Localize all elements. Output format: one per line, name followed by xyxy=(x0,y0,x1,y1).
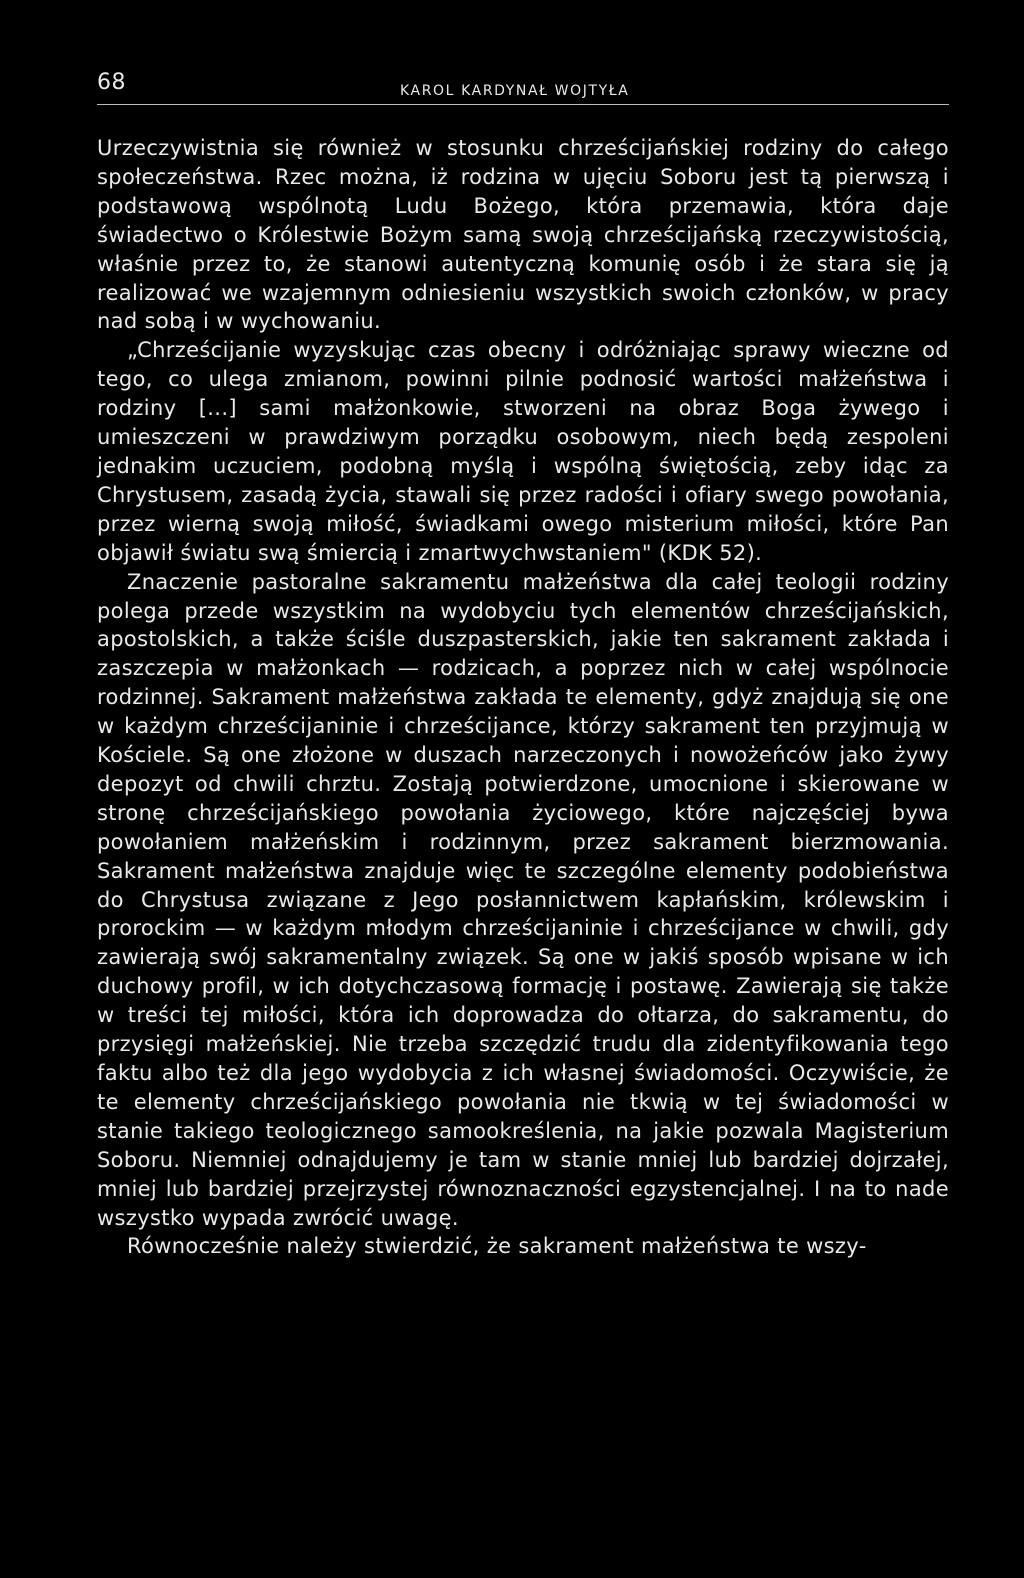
page-number: 68 xyxy=(97,70,126,95)
body-text xyxy=(97,134,949,1261)
quote-paragraph: „Chrześcijanie wyzyskując czas obecny i odróżniając sprawy wieczne od tego, co ulega zmianom, powinni pilnie podnosić wartości małżeństwa i rodziny [...] sami małżonkowie, stworzeni na obraz Boga żywego i umieszczeni w prawdziwym porządku osobowym, niech będą zespoleni jednakim uczuciem, podobną myślą i wspólną świętością, zeby idąc za Chrystusem, zasadą życia, stawali się przez radości i ofiary swego powołania, przez wierną swoją miłość, świadkami owego misterium miłości, które Pan objawił światu swą śmiercią i zmartwychwstaniem" (KDK 52). xyxy=(97,338,949,565)
paragraph: Znaczenie pastoralne sakramentu małżeństwa dla całej teologii rodziny polega przede wszystkim na wydobyciu tych elementów chrześcijańskich, apostolskich, a także ściśle duszpasterskich, jakie ten sakrament zakłada i zaszczepia w małżonkach — rodzicach, a poprzez nich w całej wspólnocie rodzinnej. Sakrament małżeństwa zakłada te elementy, gdyż znajdują się one w każdym chrześcijaninie i chrześcijance, którzy sakrament ten przyjmują w Kościele. Są one złożone w duszach narzeczonych i nowożeńców jako żywy depozyt od chwili chrztu. Zostają potwierdzone, umocnione i skierowane w stronę chrześcijańskiego powołania życiowego, które najczęściej bywa powołaniem małżeńskim i rodzinnym, przez sakrament bierzmowania. Sakrament małżeństwa znajduje więc te szczególne elementy podobieństwa do Chrystusa związane z Jego posłannictwem kapłańskim, królewskim i prorockim — w każdym młodym chrześcijaninie i chrześcijance w chwili, gdy zawierają swój sakramentalny związek. Są one w jakiś sposób wpisane w ich duchowy profil, w ich dotychczasową formację i postawę. Zawierają się także w treści tej miłości, która ich doprowadza do ołtarza, do sakramentu, do przysięgi małżeńskiej. Nie trzeba szczędzić trudu dla zidentyfikowania tego faktu albo też dla jego wydobycia z ich własnej świadomości. Oczywiście, że te elementy chrześcijańskiego powołania nie tkwią w tej świadomości w stanie takiego teologicznego samookreślenia, na jakie pozwala Magisterium Soboru. Niemniej odnajdujemy je tam w stanie mniej lub bardziej dojrzałej, mniej lub bardziej przejrzystej równoznaczności egzystencjalnej. I na to nade wszystko wypada zwrócić uwagę. xyxy=(97,569,949,1230)
paragraph: Równocześnie należy stwierdzić, że sakrament małżeństwa te wszy- xyxy=(127,1234,867,1259)
running-head: KAROL KARDYNAŁ WOJTYŁA xyxy=(400,83,630,99)
paragraph: Urzeczywistnia się również w stosunku chrześcijańskiej rodziny do całego społeczeństwa. Rzec można, iż rodzina w ujęciu Soboru jest tą pierwszą i podstawową wspólnotą Ludu Bożego, która przemawia, która daje świadectwo o Królestwie Bożym samą swoją chrześcijańską rzeczywistością, właśnie przez to, że stanowi autentyczną komunię osób i że stara się ją realizować we wzajemnym odniesieniu wszystkich swoich członków, w pracy nad sobą i w wychowaniu. xyxy=(97,136,949,334)
header-rule xyxy=(97,104,949,105)
